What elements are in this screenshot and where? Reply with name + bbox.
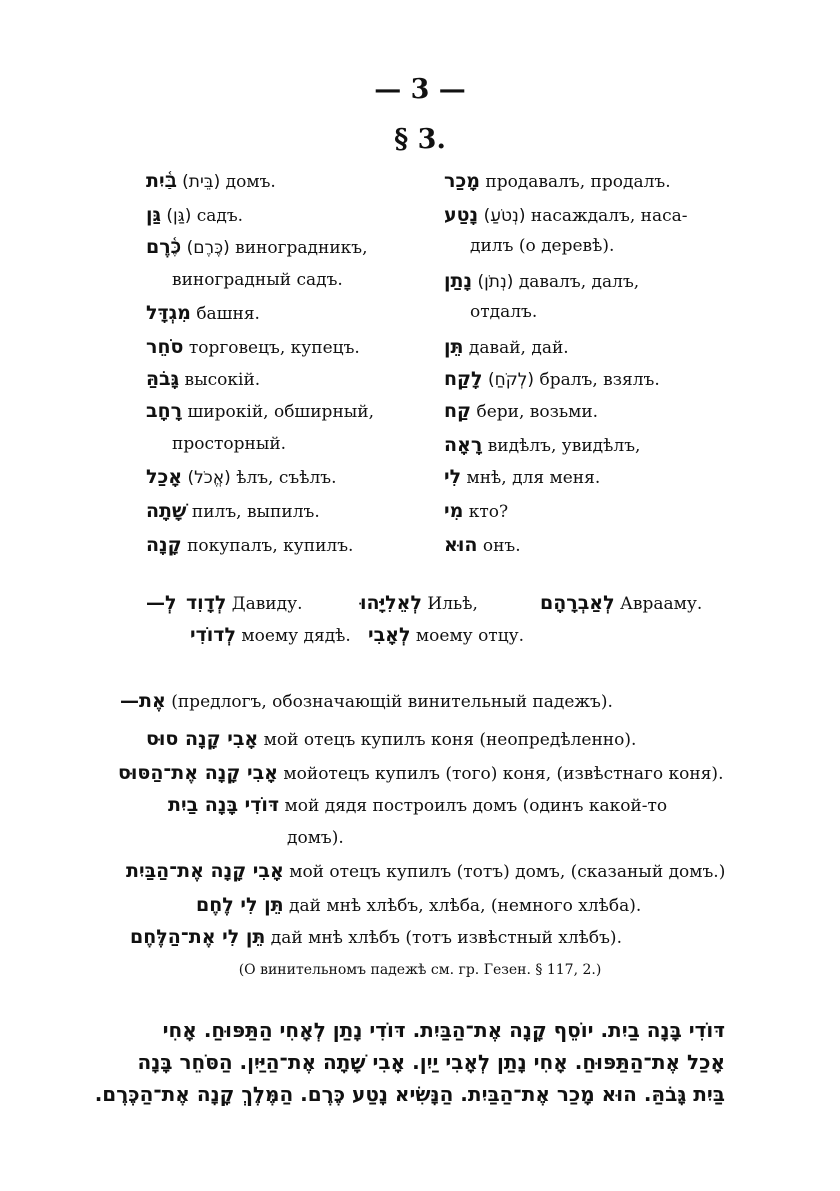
et-example: תֵּן לִי אֶת־הַלֶּחֶם дай мнѣ хлѣбъ (тотъ извѣстный хлѣбъ). xyxy=(130,926,622,948)
vocab-entry: קַח бери, возьми. xyxy=(444,400,599,422)
vocab-entry: קָנָה покупалъ, купилъ. xyxy=(146,534,354,556)
et-example: אָבִי קָנָה אֶת־הַסּוּס мойотецъ купилъ (того) коня, (извѣстнаго коня). xyxy=(118,762,724,784)
vocab-entry-continuation: виноградный садъ. xyxy=(172,270,343,290)
et-example: דּוֹדִי בָּנָה בַיִת мой дядя построилъ домъ (одинъ какой-то xyxy=(168,794,668,816)
vocab-entry-continuation: просторный. xyxy=(172,434,287,454)
section-heading: § 3. xyxy=(394,124,446,155)
vocab-entry: מָכַר продавалъ, продалъ. xyxy=(444,170,671,192)
lamed-example: לְאֵלִיָּהוּ Ильѣ, xyxy=(360,592,478,614)
grammar-reference-note: (О винительномъ падежѣ см. гр. Гезен. § 117, 2.) xyxy=(238,962,602,978)
vocab-entry: לָקַח (לְקֹחַ) бралъ, взялъ. xyxy=(444,368,660,390)
vocab-entry: אָכַל (אֱכֹל) ѣлъ, съѣлъ. xyxy=(146,466,337,488)
page-number: — 3 — xyxy=(374,74,466,105)
vocab-entry: נָטַע (נְטֹעַ) насаждалъ, наса- xyxy=(444,204,688,226)
vocab-entry: הוּא онъ. xyxy=(444,534,521,556)
vocab-entry: לִי мнѣ, для меня. xyxy=(444,466,601,488)
reading-line: בַּיִת גָּבֹהַּ. הוּא מָכַר אֶת־הַבַּיִת. הַנָּשִׂיא נָטַע כֶּרֶם. הַמֶּלֶךְ קָנָה אֶת־הַכֶּרֶם. xyxy=(94,1082,725,1106)
vocab-entry-continuation: дилъ (о деревѣ). xyxy=(470,236,615,256)
vocab-entry: נָתַן (נְתֹן) давалъ, далъ, xyxy=(444,270,640,292)
vocab-entry: שָׁתָה пилъ, выпилъ. xyxy=(146,500,320,522)
vocab-entry: סֹחֵר торговецъ, купецъ. xyxy=(146,336,360,358)
lamed-example: לְדָוִד Давиду. xyxy=(186,592,303,614)
reading-line: דּוֹדִי בָּנָה בַיִת. יוֹסֵף קָנָה אֶת־הַבַּיִת. דּוֹדִי נָתַן לְאָחִי הַתַּפּוּחַ. אָחִי xyxy=(162,1018,725,1042)
vocab-entry: מִי кто? xyxy=(444,500,509,522)
vocab-entry: גַּן (גַּן) садъ. xyxy=(146,204,244,226)
vocab-entry: רָחָב широкiй, обширный, xyxy=(146,400,375,422)
vocab-entry: רָאָה видѣлъ, увидѣлъ, xyxy=(444,434,641,456)
vocab-entry: בַּ֫יִת (בֵּית) домъ. xyxy=(146,170,276,192)
vocab-entry: כֶּ֫רֶם (כֶּרֶם) виноградникъ, xyxy=(146,236,368,258)
vocab-entry: מִגְדָּל башня. xyxy=(146,302,260,324)
et-example-continuation: домъ). xyxy=(287,828,344,848)
et-example: תֵּן לִי לֶחֶם дай мнѣ хлѣбъ, хлѣба, (немного хлѣба). xyxy=(196,894,642,916)
et-example: אָבִי קָנָה סוּס мой отецъ купилъ коня (неопредѣленно). xyxy=(146,728,637,750)
lamed-example: לְאָבִי моему отцу. xyxy=(368,624,525,646)
lamed-example: לְדוֹדִי моему дядѣ. xyxy=(190,624,351,646)
vocab-entry-continuation: отдалъ. xyxy=(470,302,538,322)
et-example: אָבִי קָנָה אֶת־הַבַּיִת мой отецъ купилъ (тотъ) домъ, (сказаный домъ.) xyxy=(126,860,726,882)
vocab-entry: גָּבֹהַּ высокiй. xyxy=(146,368,261,390)
reading-line: אָכַל אֶת־הַתַּפּוּחַ. אָחִי נָתַן לְאָבִי יַיִן. אָבִי שָׁתָה אֶת־הַיַּיִן. הַסֹּחֵר בָּנָה xyxy=(137,1050,725,1074)
et-heading: אֶת— (предлогъ, обозначающiй винительный падежъ). xyxy=(120,690,613,712)
vocab-entry: תֵּן давай, дай. xyxy=(444,336,569,358)
lamed-example: לְאַבְרָהָם Аврааму. xyxy=(540,592,703,614)
lamed-prefix-label: לְ— xyxy=(146,592,177,614)
